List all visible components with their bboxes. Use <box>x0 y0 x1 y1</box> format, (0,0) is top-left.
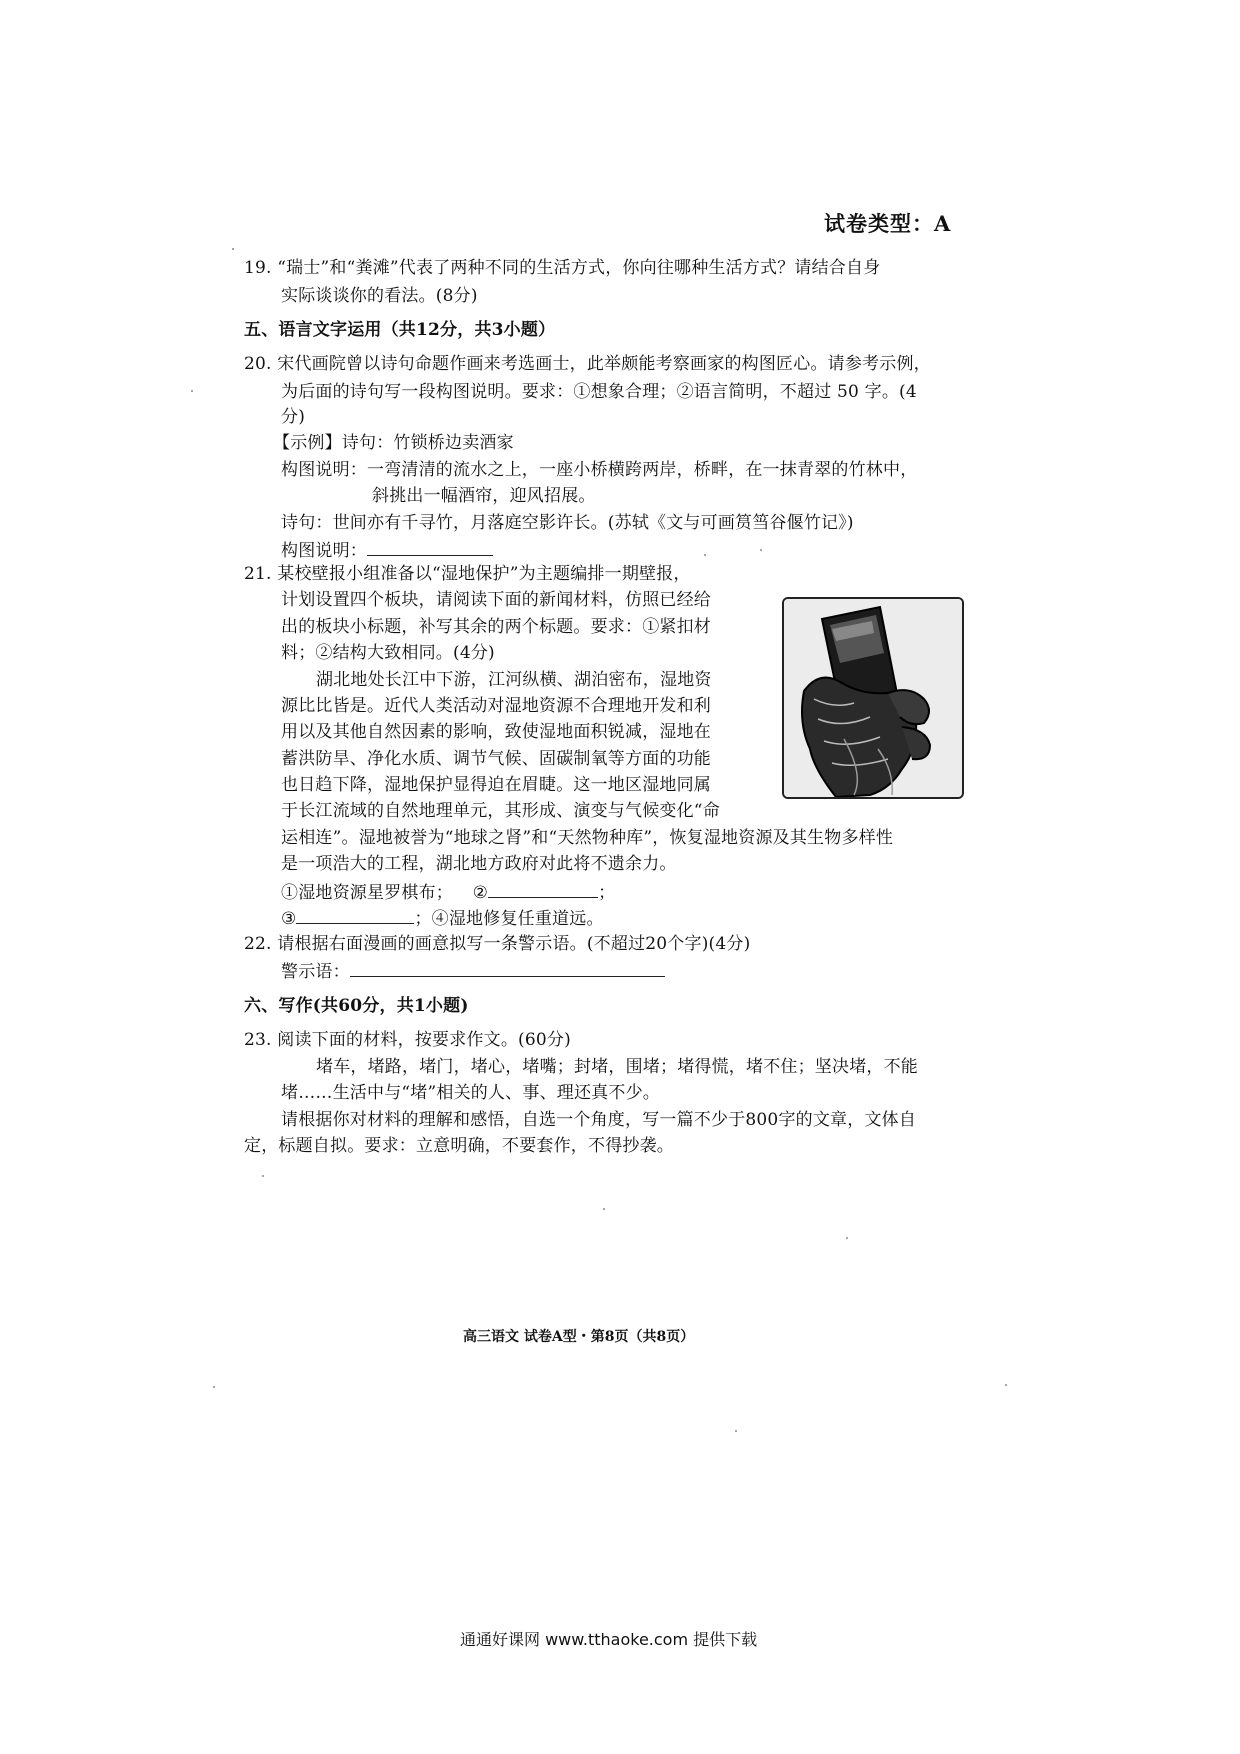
q21-line1: 21. 某校壁报小组准备以“湿地保护”为主题编排一期壁报， <box>244 564 691 584</box>
q21-items-row1 <box>281 879 615 905</box>
q21-para-line4: 蓄洪防旱、净化水质、调节气候、固碳制氧等方面的功能 <box>281 749 711 769</box>
q21-item3-label: ③ <box>281 909 297 929</box>
q21-para-line3: 用以及其他自然因素的影响，致使湿地面积锐减，湿地在 <box>281 722 711 742</box>
q20-poem: 诗句：世间亦有千寻竹，月落庭空影许长。(苏轼《文与可画筼筜谷偃竹记》) <box>281 513 854 533</box>
q21-line2: 计划设置四个板块，请阅读下面的新闻材料，仿照已经给 <box>281 590 711 610</box>
q23-material1: 堵车，堵路，堵门，堵心，堵嘴；封堵，围堵；堵得慌，堵不住；坚决堵，不能 <box>316 1057 918 1077</box>
section5-heading: 五、语言文字运用（共12分，共3小题） <box>244 320 556 340</box>
q20-answer-row <box>281 537 493 563</box>
scan-speck <box>760 549 762 551</box>
q21-para-line5: 也日趋下降，湿地保护显得迫在眉睫。这一地区湿地同属 <box>281 775 711 795</box>
q23-line1: 23. 阅读下面的材料，按要求作文。(60分) <box>244 1030 571 1050</box>
q23-requirement2: 定，标题自拟。要求：立意明确，不要套作，不得抄袭。 <box>244 1136 674 1156</box>
q20-example: 【示例】诗句：竹锁桥边卖酒家 <box>273 433 514 453</box>
paper-type-label: 试卷类型：A <box>824 211 952 236</box>
q20-example-desc2: 斜挑出一幅酒帘，迎风招展。 <box>372 486 596 506</box>
cartoon-drawing <box>784 599 962 797</box>
q20-example-desc1: 构图说明：一弯清清的流水之上，一座小桥横跨两岸，桥畔，在一抹青翠的竹林中， <box>281 460 918 480</box>
q23-material2: 堵……生活中与“堵”相关的人、事、理还真不少。 <box>281 1083 660 1103</box>
q21-item2-blank[interactable] <box>488 879 598 898</box>
q20-answer-blank[interactable] <box>367 537 493 556</box>
q22-label: 警示语： <box>281 962 350 982</box>
q21-para-line6: 于长江流域的自然地理单元，其形成、演变与气候变化“命 <box>281 801 720 821</box>
scan-speck <box>262 1175 264 1177</box>
q22-answer-row <box>281 958 665 984</box>
q20-line1: 20. 宋代画院曾以诗句命题作画来考选画士，此举颇能考察画家的构图匠心。请参考示例， <box>244 354 931 374</box>
scan-speck <box>704 554 706 556</box>
q21-item3-blank[interactable] <box>296 905 414 924</box>
q21-para-line7: 运相连”。湿地被誉为“地球之肾”和“天然物种库”，恢复湿地资源及其生物多样性 <box>281 828 894 848</box>
q19-line1: 19. “瑞士”和“粪滩”代表了两种不同的生活方式，你向往哪种生活方式？请结合自身 <box>244 258 881 278</box>
scan-speck <box>603 1208 605 1210</box>
q20-line2: 为后面的诗句写一段构图说明。要求：①想象合理；②语言简明，不超过 50 字。(4 <box>281 382 917 402</box>
download-credit: 通通好课网 www.tthaoke.com 提供下载 <box>460 1630 758 1649</box>
q21-line4: 料；②结构大致相同。(4分) <box>281 643 495 663</box>
q20-line3: 分) <box>281 407 306 427</box>
q20-answer-label: 构图说明： <box>281 541 367 561</box>
q21-items-row2 <box>281 905 604 931</box>
q19-line2: 实际谈谈你的看法。(8分) <box>281 286 478 306</box>
q22-answer-blank[interactable] <box>350 958 665 977</box>
section6-heading: 六、写作(共60分，共1小题) <box>244 996 469 1016</box>
q21-para-line2: 源比比皆是。近代人类活动对湿地资源不合理地开发和利 <box>281 696 711 716</box>
scan-speck <box>846 1237 848 1239</box>
q22-line1: 22. 请根据右面漫画的画意拟写一条警示语。(不超过20个字)(4分) <box>244 934 751 954</box>
q21-para-line8: 是一项浩大的工程，湖北地方政府对此将不遗余力。 <box>281 854 677 874</box>
q21-line3: 出的板块小标题，补写其余的两个标题。要求：①紧扣材 <box>281 617 711 637</box>
q21-item4: ；④湿地修复任重道远。 <box>414 909 604 929</box>
scan-speck <box>213 1386 215 1388</box>
cartoon-hand-holding-phone <box>782 597 964 799</box>
q21-item2-semicolon: ； <box>598 883 616 903</box>
scan-speck <box>191 390 193 392</box>
q21-item1: ①湿地资源星罗棋布； <box>281 883 453 903</box>
scan-speck <box>1005 1384 1007 1386</box>
q21-item2-label: ② <box>472 883 489 903</box>
page-footer: 高三语文 试卷A型・第8页（共8页） <box>463 1329 695 1345</box>
scan-speck <box>232 248 234 250</box>
q23-requirement1: 请根据你对材料的理解和感悟，自选一个角度，写一篇不少于800字的文章，文体自 <box>281 1110 917 1130</box>
q21-para-line1: 湖北地处长江中下游，江河纵横、湖泊密布，湿地资 <box>316 670 712 690</box>
scan-speck <box>735 1430 737 1432</box>
